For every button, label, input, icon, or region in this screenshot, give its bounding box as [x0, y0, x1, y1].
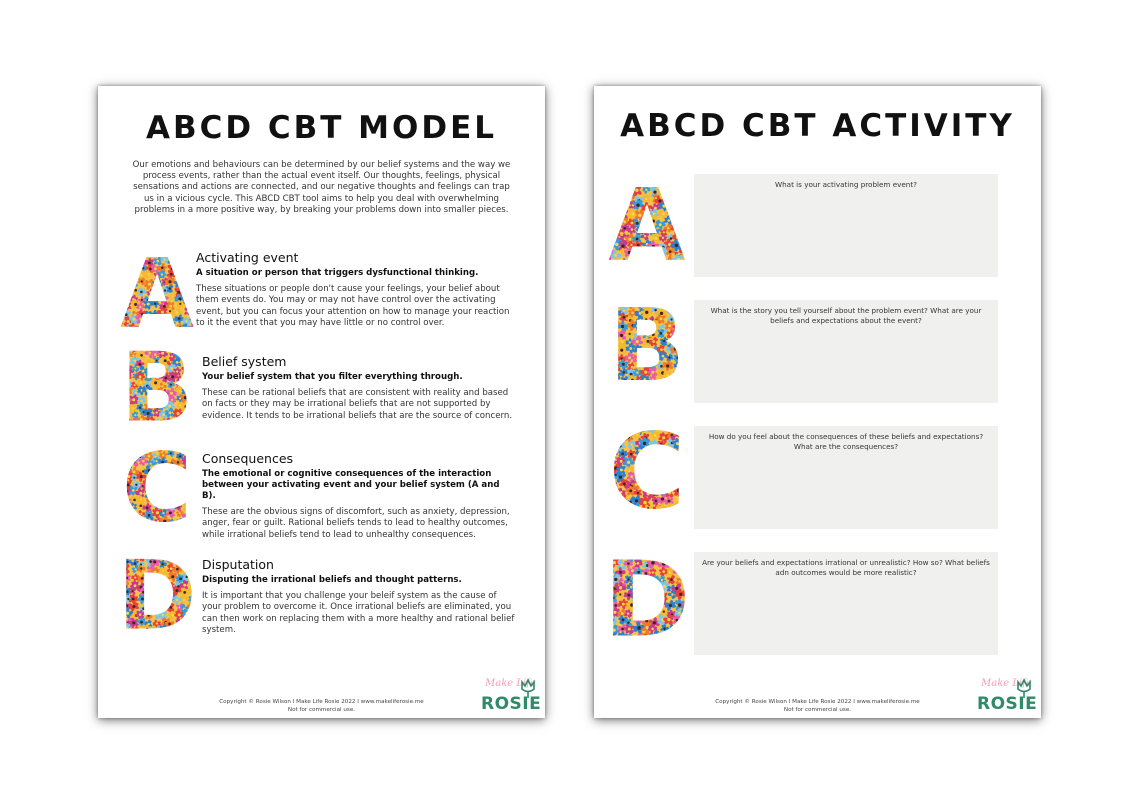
page-title: ABCD CBT ACTIVITY — [620, 108, 1015, 144]
question-text: What is your activating problem event? — [775, 180, 917, 189]
make-life-rosie-logo — [977, 678, 1037, 714]
logo-script-text: Make Life — [981, 678, 1032, 689]
answer-box-c[interactable] — [694, 426, 998, 529]
section-body: These are the obvious signs of discomfort, such as anxiety, depression, anger, fear or guilt. Rational beliefs tends to lead to healthy outcomes, while irrational beliefs tend to lead to unhealthy consequences. — [202, 507, 510, 540]
section-disputation — [202, 557, 515, 637]
floral-letter-c-icon — [602, 424, 692, 514]
section-body: It is important that you challenge your beleif system as the cause of your problem to overcome it. Once irrational beliefs are eliminated, you can then work on replacing them with a more healthy and rational belief system. — [202, 591, 515, 636]
section-belief-system — [202, 354, 515, 422]
section-subheading: Disputing the irrational beliefs and thought patterns. — [202, 575, 462, 585]
section-heading: Disputation — [202, 557, 274, 572]
floral-letter-b-icon — [116, 344, 198, 426]
logo-wordmark: ROSIE — [977, 694, 1038, 714]
section-heading: Consequences — [202, 451, 294, 466]
copyright-footer — [98, 699, 545, 714]
copyright-footer — [594, 699, 1041, 714]
section-body: These situations or people don't cause your feelings, your belief about them events do. You may or may not have control over the activating event, but you can focus your attention on how to manage your reaction to it the event that you may have little or no control over. — [196, 284, 510, 329]
section-activating-event — [196, 250, 515, 330]
floral-letter-d-icon — [602, 552, 692, 642]
logo-script-text: Make Life — [485, 678, 536, 689]
cbt-model-sheet — [98, 86, 545, 718]
question-text: How do you feel about the consequences of these beliefs and expectations? What are the consequences? — [708, 432, 984, 451]
floral-letter-d-icon — [116, 552, 198, 634]
section-heading: Activating event — [196, 250, 299, 265]
footer-license-line: Not for commercial use. — [783, 706, 852, 713]
section-body: These can be rational beliefs that are consistent with reality and based on facts or they may be irrational beliefs that are not supported by evidence. It tends to be irrational beliefs that are the source of concern. — [202, 388, 513, 421]
floral-letter-c-icon — [116, 444, 198, 526]
page-title: ABCD CBT MODEL — [145, 110, 498, 146]
question-text: Are your beliefs and expectations irrational or unrealistic? How so? What beliefs adn outcomes would be more realistic? — [702, 558, 990, 577]
footer-copyright-line: Copyright © Rosie Wilson I Make Life Rosie 2022 I www.makeliferosie.me — [715, 699, 920, 705]
answer-box-d[interactable] — [694, 552, 998, 655]
intro-paragraph: Our emotions and behaviours can be determined by our belief systems and the way we process events, rather than the actual event itself. Our thoughts, feelings, physical sensations and actions are connected, and our negative thoughts and feelings can trap us in a vicious cycle. This ABCD CBT tool aims to help you deal with overwhelming problems in a more positive way, by breaking your problems down into smaller pieces. — [132, 160, 511, 215]
section-consequences — [202, 451, 515, 541]
cbt-activity-sheet — [594, 86, 1041, 718]
answer-box-a[interactable] — [694, 174, 998, 277]
section-subheading: Your belief system that you filter everything through. — [202, 372, 463, 382]
floral-letter-a-icon — [604, 180, 690, 266]
answer-box-b[interactable] — [694, 300, 998, 403]
floral-letter-b-icon — [604, 300, 690, 386]
question-text: What is the story you tell yourself about the problem event? What are your beliefs and expectations about the event? — [710, 306, 982, 325]
footer-license-line: Not for commercial use. — [287, 706, 356, 713]
floral-letter-a-icon — [116, 250, 198, 332]
make-life-rosie-logo — [481, 678, 541, 714]
section-subheading: A situation or person that triggers dysfunctional thinking. — [196, 268, 479, 278]
logo-wordmark: ROSIE — [481, 694, 542, 714]
footer-copyright-line: Copyright © Rosie Wilson I Make Life Rosie 2022 I www.makeliferosie.me — [219, 699, 424, 705]
section-subheading: The emotional or cognitive consequences of the interaction between your activating event and your belief system (A and B). — [202, 469, 500, 501]
section-heading: Belief system — [202, 354, 287, 369]
